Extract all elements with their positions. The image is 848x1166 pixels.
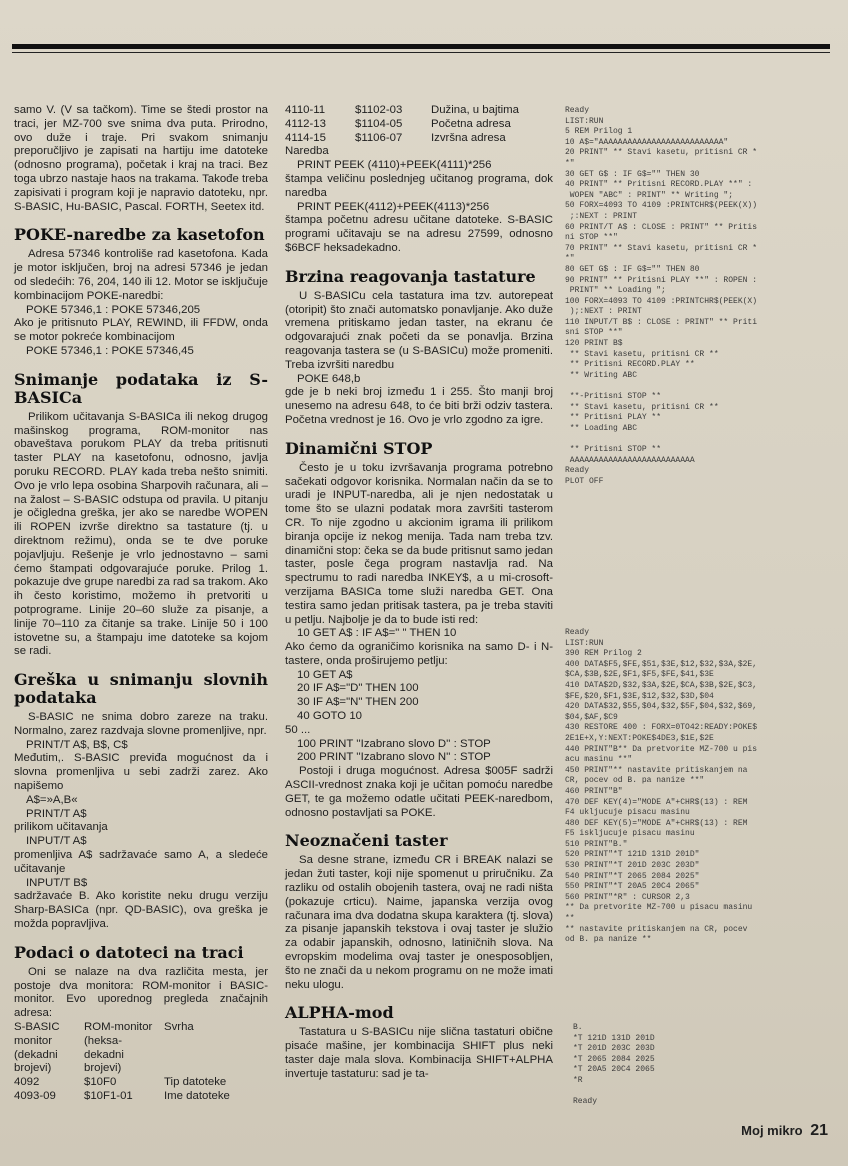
program-output-2: [573, 1023, 773, 1107]
paragraph: Često je u toku izvršavanja programa potrebno sačekati odgovor korisnika. Normalan način da se to uradi je INPUT-naredba, ali je njen nedostatak u tome što se ulazni podatak mora završiti tasterom CR. To nije zgodno u akcionim igrama ili prilikom biranja opcije iz nekog menija. Tada nam treba tzv. dinamični stop: čeka se da bude pritisnut samo jedan taster, posle čega program nastavlja rad. Na spectrumu to radi naredba INKEY$, a u mi-crosoft-verzijama BASICa tome služi naredba GET. Ona testira samo jedan pritisak tastera, pa je treba staviti u petlju. Najbolje je da to bude isti red:: [285, 461, 553, 626]
listing-line: 120 PRINT B$: [565, 339, 623, 349]
program-listing-2: [565, 628, 835, 946]
listing-line: 440 PRINT"B** Da pretvorite MZ-700 u pis: [565, 744, 758, 754]
listing-line: 70 PRINT" ** Stavi kasetu, pritisni CR *: [565, 243, 758, 253]
listing-line: 420 DATA$32,$55,$04,$32,$5F,$04,$32,$69,: [565, 702, 758, 712]
listing-line: Ready: [565, 628, 590, 637]
listing-line: 50 FORX=4093 TO 4109 :PRINTCHR$(PEEK(X)): [565, 201, 758, 211]
listing-line: 460 PRINT"B": [565, 786, 623, 796]
paragraph: Sa desne strane, između CR i BREAK nalazi se jedan žuti taster, koji nije spomenut u priručniku. Za razliku od ostalih obojenih tastera, ovaj ne radi ništa (pokazuje crticu). Naime, japanska verzija ovog računara ima dva dodatna skupa karaktera (tj. slova) za pisanje japanskih tekstova i ovaj taster je služio za odabir japanskih, odnosno, latiničnih slova. Na evropskim modelima ovaj taster je onesposobljen, što ne znači da u nekom programu on ne može imati neku ulogu.: [285, 854, 553, 991]
table-row: [14, 1076, 236, 1090]
paragraph: Naredba: [285, 145, 329, 158]
listing-line: ** Stavi kasetu, pritisni CR **: [565, 349, 719, 359]
listing-line: *T 121D 131D 201D: [573, 1033, 655, 1043]
listing-line: 60 PRINT/T A$ : CLOSE : PRINT" ** Pritis: [565, 222, 758, 232]
listing-line: [565, 381, 835, 392]
heading-snimanje: Snimanje podataka iz S-BASICa: [14, 369, 268, 407]
listing-line: 480 DEF KEY(5)="MODE A"+CHR$(13) : REM: [565, 818, 748, 828]
header-rule-thin: [12, 52, 830, 53]
code-line: 50 ...: [285, 723, 311, 736]
listing-line: 540 PRINT"*T 2065 2084 2025": [565, 871, 700, 881]
listing-line: $CA,$3B,$2E,$F1,$F5,$FE,$41,$3E: [565, 670, 714, 680]
listing-line: acu masinu **": [565, 755, 633, 765]
listing-line: Ready: [565, 466, 590, 476]
paragraph: Ako ćemo da ograničimo korisnika na samo D- i N-tastere, onda proširujemo petlju:: [285, 641, 553, 667]
listing-line: WOPEN "ABC" : PRINT" ** Writing ";: [565, 190, 734, 200]
listing-line: 530 PRINT"*T 201D 203C 203D": [565, 861, 700, 871]
paragraph: Tastatura u S-BASICu nije slična tastaturi obične pisaće mašine, jer kombinacija SHIFT plus neki taster daje mala slova. Kombinacija SHIFT+ALPHA invertuje tastaturu: sad je ta-: [285, 1026, 553, 1080]
heading-poke: POKE-naredbe za kasetofon: [14, 225, 265, 245]
code-line: 200 PRINT ''Izabrano slovo N'' : STOP: [297, 751, 491, 764]
address-table-continued: [285, 104, 525, 145]
table-cell: 4092: [14, 1076, 40, 1089]
listing-line: 560 PRINT"*R" : CURSOR 2,3: [565, 892, 690, 902]
paragraph: Međutim,. S-BASIC previđa mogućnost da i slovna promenljiva u sebi zadrži zarez. Ako napišemo: [14, 752, 268, 793]
paragraph: prilikom učitavanja: [14, 821, 108, 834]
listing-line: **: [565, 914, 575, 924]
table-header: Svrha: [164, 1021, 194, 1034]
listing-line: sni STOP **": [565, 328, 623, 338]
listing-line: ** Writing ABC: [565, 370, 638, 380]
table-cell: $10F1-01: [84, 1090, 133, 1103]
column-2: [285, 104, 553, 1082]
listing-line: [565, 434, 835, 445]
page-footer: [741, 1122, 828, 1140]
listing-line: 550 PRINT"*T 20A5 20C4 2065": [565, 882, 700, 892]
listing-line: $FE,$20,$F1,$3E,$12,$32,$3D,$04: [565, 691, 714, 701]
listing-line: 510 PRINT"B.": [565, 839, 628, 849]
listing-line: *T 201D 203C 203D: [573, 1044, 655, 1054]
table-cell: 4112-13: [285, 117, 326, 130]
code-line: 100 PRINT ''Izabrano slovo D'' : STOP: [297, 737, 491, 750]
paragraph: Postoji i druga mogućnost. Adresa $005F sadrži ASCII-vrednost znaka koji je učitan pomoću naredbe GET, te ga možemo odatle učitati PEEK-naredbom, odnosno postavljati sa POKE.: [285, 765, 553, 819]
table-cell: Dužina, u bajtima: [431, 104, 520, 116]
column-1: [14, 104, 268, 1104]
listing-line: LIST:RUN: [565, 638, 604, 648]
listing-line: B.: [573, 1023, 583, 1032]
code-line: PRINT PEEK (4110)+PEEK(4111)*256: [297, 159, 492, 172]
code-line: POKE 648,b: [297, 372, 361, 385]
listing-line: *T 2065 2084 2025: [573, 1054, 655, 1064]
paragraph: Prilikom učitavanja S-BASICa ili nekog drugog mašinskog programa, ROM-monitor nas obaveštava porukom PLAY da treba pritisnuti taster PLAY na kasetofonu, odnosno, javlja poruku RECORD. PLAY kada treba nešto snimiti. Ovo je vrlo lepa osobina Sharpovih računara, ali – na žalost – S-BASIC odstupa od pravila. U pitanju je očigledna greška, jer ako se naredbe WOPEN ili ROPEN izvrše direktno sa tastature (tj. u direktnom režimu), onda se te dve poruke pojavljuju. Rešenje je vrlo jednostavno – sami ćemo štampati odgovarajuće poruke. Prilog 1. pokazuje dve grupe naredbi za rad sa trakom. Ako ih često koristimo, možemo ih pretvoriti u potprograme. Linije 20–60 služe za pisanje, a linije 70–110 za čitanje sa trake. Linije 50 i 100 istovetne su, a štampaju ime datoteke sa kojom se radi.: [14, 410, 268, 658]
heading-dinamicni-stop: Dinamični STOP: [285, 438, 433, 458]
table-cell: 4093-09: [14, 1090, 56, 1103]
magazine-name: Moj mikro: [741, 1123, 803, 1138]
paragraph: sadržavaće B. Ako koristite neku drugu verziju Sharp-BASICa (npr. QD-BASIC), ova greška je možda popravljiva.: [14, 890, 268, 931]
code-line: INPUT/T B$: [26, 876, 88, 889]
listing-line: 430 RESTORE 400 : FORX=0TO42:READY:POKE$: [565, 723, 758, 733]
code-line: 40 GOTO 10: [297, 710, 363, 723]
listing-line: F5 iskljucuje pisacu masinu: [565, 829, 695, 839]
listing-line: *R: [573, 1075, 583, 1085]
listing-line: ;:NEXT : PRINT: [565, 211, 638, 221]
paragraph: U S-BASICu cela tastatura ima tzv. autorepeat (otoripit) što znači automatsko ponavljanje. Ako duže vremena pritiskamo jedan taster, na ekranu će odgovarajući znak početi da se ponavlja. Brzina reagovanja tastera se (u S-BASICu) može promeniti. Treba izvršiti naredbu: [285, 289, 553, 371]
listing-line: 80 GET G$ : IF G$="" THEN 80: [565, 264, 700, 274]
listing-line: 40 PRINT" ** Pritisni RECORD.PLAY **" :: [565, 180, 753, 190]
table-cell: Ime datoteke: [164, 1090, 230, 1103]
code-line: INPUT/T A$: [26, 835, 87, 848]
table-cell: $10F0: [84, 1076, 117, 1089]
table-cell: $1104-05: [355, 117, 403, 130]
heading-podaci: Podaci o datoteci na traci: [14, 942, 244, 962]
heading-brzina: Brzina reagovanja tastature: [285, 266, 536, 286]
listing-line: *": [565, 158, 575, 168]
listing-line: ** Pritisni PLAY **: [565, 413, 662, 423]
listing-line: Ready: [565, 106, 590, 115]
code-line: 20 IF A$="D" THEN 100: [297, 682, 419, 695]
table-row: [285, 118, 525, 132]
paragraph: štampa početnu adresu učitane datoteke. S-BASIC programi učitavaju se na adresu 27599, odnosno $6BCF heksadekadno.: [285, 214, 553, 254]
paragraph: štampa veličinu poslednjeg učitanog programa, dok naredba: [285, 172, 553, 199]
listing-line: 30 GET G$ : IF G$="" THEN 30: [565, 169, 700, 179]
table-cell: $1106-07: [355, 131, 403, 144]
table-cell: Početna adresa: [431, 117, 511, 130]
listing-line: );:NEXT : PRINT: [565, 307, 642, 317]
code-line: PRINT PEEK(4112)+PEEK(4113)*256: [297, 200, 490, 213]
heading-greska: Greška u snimanju slovnih podataka: [14, 670, 268, 708]
listing-line: **-Pritisni STOP **: [565, 392, 662, 402]
table-cell: Tip datoteke: [164, 1076, 227, 1089]
listing-line: CR, pocev od B. pa nanize **": [565, 776, 705, 786]
listing-line: AAAAAAAAAAAAAAAAAAAAAAAAAA: [565, 455, 695, 465]
code-line: POKE 57346,1 : POKE 57346,45: [26, 344, 194, 357]
code-line: A$=»A,B«: [26, 793, 78, 806]
table-row: [285, 132, 525, 146]
code-line: PRINT/T A$: [26, 807, 87, 820]
listing-line: PRINT" ** Loading ";: [565, 286, 666, 296]
listing-line: ** Stavi kasetu, pritisni CR **: [565, 402, 719, 412]
table-header: ROM-monitor (heksa-dekadni brojevi): [84, 1021, 153, 1075]
paragraph: Adresa 57346 kontroliše rad kasetofona. Kada je motor isključen, broj na adresi 57346 je jedan od sledećih: 76, 204, 140 ili 12. Motor se isključuje kombinacijom POKE-naredbi:: [14, 248, 268, 302]
code-line: 30 IF A$="N" THEN 200: [297, 696, 419, 709]
listing-line: 20 PRINT" ** Stavi kasetu, pritisni CR *: [565, 148, 758, 158]
listing-line: 450 PRINT"** nastavite pritiskanjem na: [565, 765, 748, 775]
heading-alpha: ALPHA-mod: [285, 1003, 394, 1023]
listing-line: PLOT OFF: [565, 476, 604, 486]
listing-line: od B. pa nanize **: [565, 935, 652, 945]
listing-line: 470 DEF KEY(4)="MODE A"+CHR$(13) : REM: [565, 797, 748, 807]
code-line: 10 GET A$: [297, 668, 353, 681]
address-table: [14, 1021, 236, 1104]
listing-line: $04,$AF,$C9: [565, 712, 618, 722]
header-rule: [12, 44, 830, 49]
table-row: [14, 1090, 236, 1104]
listing-line: ni STOP **": [565, 233, 618, 243]
program-listing-1: [565, 106, 835, 487]
code-line: POKE 57346,1 : POKE 57346,205: [26, 303, 201, 316]
listing-line: ** Pritisni RECORD.PLAY **: [565, 360, 695, 370]
listing-line: 100 FORX=4093 TO 4109 :PRINTCHR$(PEEK(X): [565, 296, 758, 306]
page-number: 21: [810, 1122, 828, 1139]
listing-line: 10 A$="AAAAAAAAAAAAAAAAAAAAAAAAAA": [565, 137, 729, 147]
code-line: PRINT/T A$, B$, C$: [26, 738, 128, 751]
listing-line: ** nastavite pritiskanjem na CR, pocev: [565, 924, 748, 934]
table-cell: Izvršna adresa: [431, 131, 506, 144]
table-header-row: [14, 1021, 236, 1076]
listing-line: 520 PRINT"*T 121D 131D 201D": [565, 850, 700, 860]
listing-line: *": [565, 254, 575, 264]
listing-line: 410 DATA$2D,$32,$3A,$2E,$CA,$3B,$2E,$C3,: [565, 680, 758, 690]
table-cell: 4114-15: [285, 131, 326, 144]
paragraph: S-BASIC ne snima dobro zareze na traku. Normalno, zarez razdvaja slovne promenljive, npr.: [14, 711, 268, 737]
code-line: 10 GET A$ : IF A$=" " THEN 10: [297, 627, 457, 640]
listing-line: 400 DATA$F5,$FE,$51,$3E,$12,$32,$3A,$2E,: [565, 659, 758, 669]
paragraph: Oni se nalaze na dva različita mesta, jer postoje dva monitora: ROM-monitor i BASIC-monitor. Evo uporednog pregleda značajnih adresa:: [14, 965, 268, 1020]
paragraph: promenljiva A$ sadržavaće samo A, a sledeće učitavanje: [14, 849, 268, 875]
listing-line: 90 PRINT" ** Pritisni PLAY **" : ROPEN :: [565, 275, 758, 285]
listing-line: 390 REM Prilog 2: [565, 649, 642, 659]
table-header: S-BASIC monitor (dekadni brojevi): [14, 1021, 60, 1075]
paragraph: gde je b neki broj između 1 i 255. Što manji broj unesemo na adresu 648, to će biti brži odziv tastera. Početna vrednost je 16. Ovo je vrlo zgodno za igre.: [285, 386, 553, 426]
table-cell: 4110-11: [285, 104, 326, 116]
listing-line: F4 ukljucuje pisacu masinu: [565, 808, 690, 818]
heading-neoznaceni: Neoznačeni taster: [285, 831, 448, 851]
table-row: [285, 104, 525, 118]
listing-line: LIST:RUN: [565, 116, 604, 126]
listing-line: ** Da pretvorite MZ-700 u pisacu masinu: [565, 903, 753, 913]
listing-line: 110 INPUT/T B$ : CLOSE : PRINT" ** Priti: [565, 317, 758, 327]
listing-line: ** Loading ABC: [565, 423, 638, 433]
paragraph: Ako je pritisnuto PLAY, REWIND, ili FFDW, onda se motor pokreće kombinacijom: [14, 317, 268, 344]
listing-line: Ready: [573, 1096, 598, 1106]
intro-paragraph: samo V. (V sa tačkom). Time se štedi prostor na traci, jer MZ-700 sve snima dva puta. Prirodno, ovo duže i traje. Pri svakom snimanju preporučljivo je zapisati na hartiju ime datoteke (odnosno programa), početak i kraj na traci. Bez toga ubrzo nastaje haos na trakama. Takođe treba zapisivati i program koji je napravio datoteku, npr. S-BASIC, Hu-BASIC, Pascal. FORTH, Seetex itd.: [14, 104, 268, 213]
table-cell: $1102-03: [355, 104, 403, 116]
listing-line: 2E1E+X,Y:NEXT:POKE$4DE3,$1E,$2E: [565, 733, 714, 743]
listing-line: 5 REM Prilog 1: [565, 127, 633, 137]
listing-line: *T 20A5 20C4 2065: [573, 1065, 655, 1075]
listing-line: ** Pritisni STOP **: [565, 445, 662, 454]
